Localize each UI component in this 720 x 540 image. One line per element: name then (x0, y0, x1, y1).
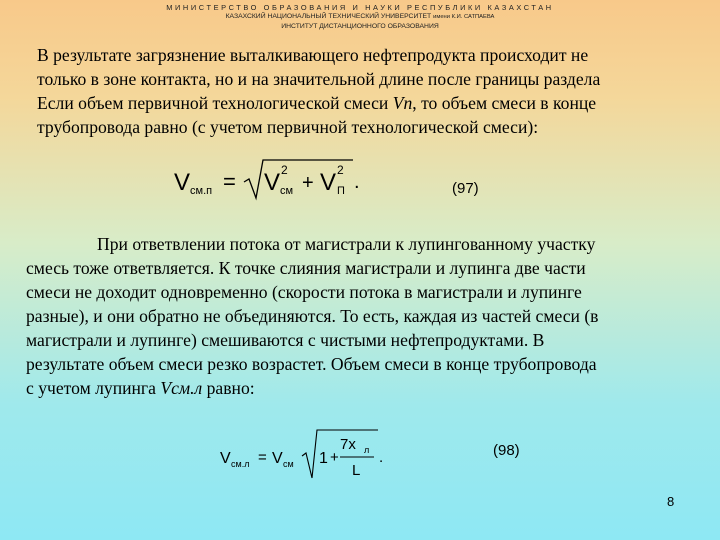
university-title (0, 13, 720, 20)
text-fragment: с учетом лупинга (26, 378, 161, 398)
formula-symbol: 1 (319, 450, 328, 467)
formula-subscript: см.п (190, 185, 213, 197)
formula-97 (168, 152, 368, 204)
formula-symbol: . (354, 171, 360, 193)
formula-symbol: = (223, 169, 236, 194)
text-line (26, 376, 694, 400)
formula-symbol: + (302, 172, 314, 194)
formula-subscript: см (280, 185, 294, 197)
text-fragment: равно: (202, 378, 255, 398)
formula-symbol: V (174, 169, 191, 196)
branching-paragraph (26, 232, 694, 400)
intro-paragraph (37, 43, 689, 139)
text-fragment: , то объем смеси в конце (412, 93, 597, 113)
text-line: магистрали и лупинге) смешиваются с чистыми нефтепродуктами. В (26, 330, 545, 350)
formula-symbol: . (379, 449, 384, 466)
text-line: В результате загрязнение выталкивающего нефтепродукта происходит не (37, 45, 589, 65)
variable-vp: Vп (392, 93, 413, 113)
variable-vcml: Vсм.л (160, 378, 203, 398)
formula-subscript: П (337, 185, 345, 197)
formula-symbol: V (320, 169, 337, 196)
text-line: смеси не доходит одновременно (скорости потока в магистрали и лупинге (26, 282, 582, 302)
text-line: При ответвлении потока от магистрали к лупингованному участку (97, 234, 596, 254)
institute-title: ИНСТИТУТ ДИСТАНЦИОННОГО ОБРАЗОВАНИЯ (281, 23, 439, 30)
formula-98 (216, 426, 396, 484)
formula-symbol: + (330, 449, 339, 466)
formula-subscript: см.л (231, 459, 250, 469)
formula-denominator: L (352, 462, 361, 479)
text-line: результате объем смеси резко возрастет. Объем смеси в конце трубопровода (26, 354, 597, 374)
formula-symbol: V (220, 450, 231, 467)
text-line (37, 91, 689, 115)
ministry-title: МИНИСТЕРСТВО ОБРАЗОВАНИЯ И НАУКИ РЕСПУБЛИКИ КАЗАХСТАН (166, 3, 554, 12)
formula-subscript: см (283, 459, 294, 469)
formula-symbol: = (258, 449, 267, 466)
equation-number-98: (98) (493, 442, 520, 459)
university-name: КАЗАХСКИЙ НАЦИОНАЛЬНЫЙ ТЕХНИЧЕСКИЙ УНИВЕРСИТЕТ (225, 13, 432, 20)
text-fragment: Если объем первичной технологической смеси (37, 93, 393, 113)
equation-number-97: (97) (452, 180, 479, 197)
text-line: только в зоне контакта, но и на значительной длине после границы раздела (37, 69, 601, 89)
university-suffix: имени К.И. САТПАЕВА (433, 14, 495, 20)
page-number: 8 (667, 494, 675, 509)
formula-symbol: V (264, 169, 281, 196)
formula-superscript: 2 (281, 163, 288, 177)
formula-numerator: 7x (340, 436, 356, 453)
text-line: смесь тоже ответвляется. К точке слияния магистрали и лупинга две части (26, 258, 586, 278)
text-line: разные), и они обратно не объединяются. То есть, каждая из частей смеси (в (26, 306, 599, 326)
text-line: трубопровода равно (с учетом первичной технологической смеси): (37, 117, 539, 137)
formula-subscript: л (364, 445, 370, 455)
formula-symbol: V (272, 450, 283, 467)
formula-superscript: 2 (337, 163, 344, 177)
